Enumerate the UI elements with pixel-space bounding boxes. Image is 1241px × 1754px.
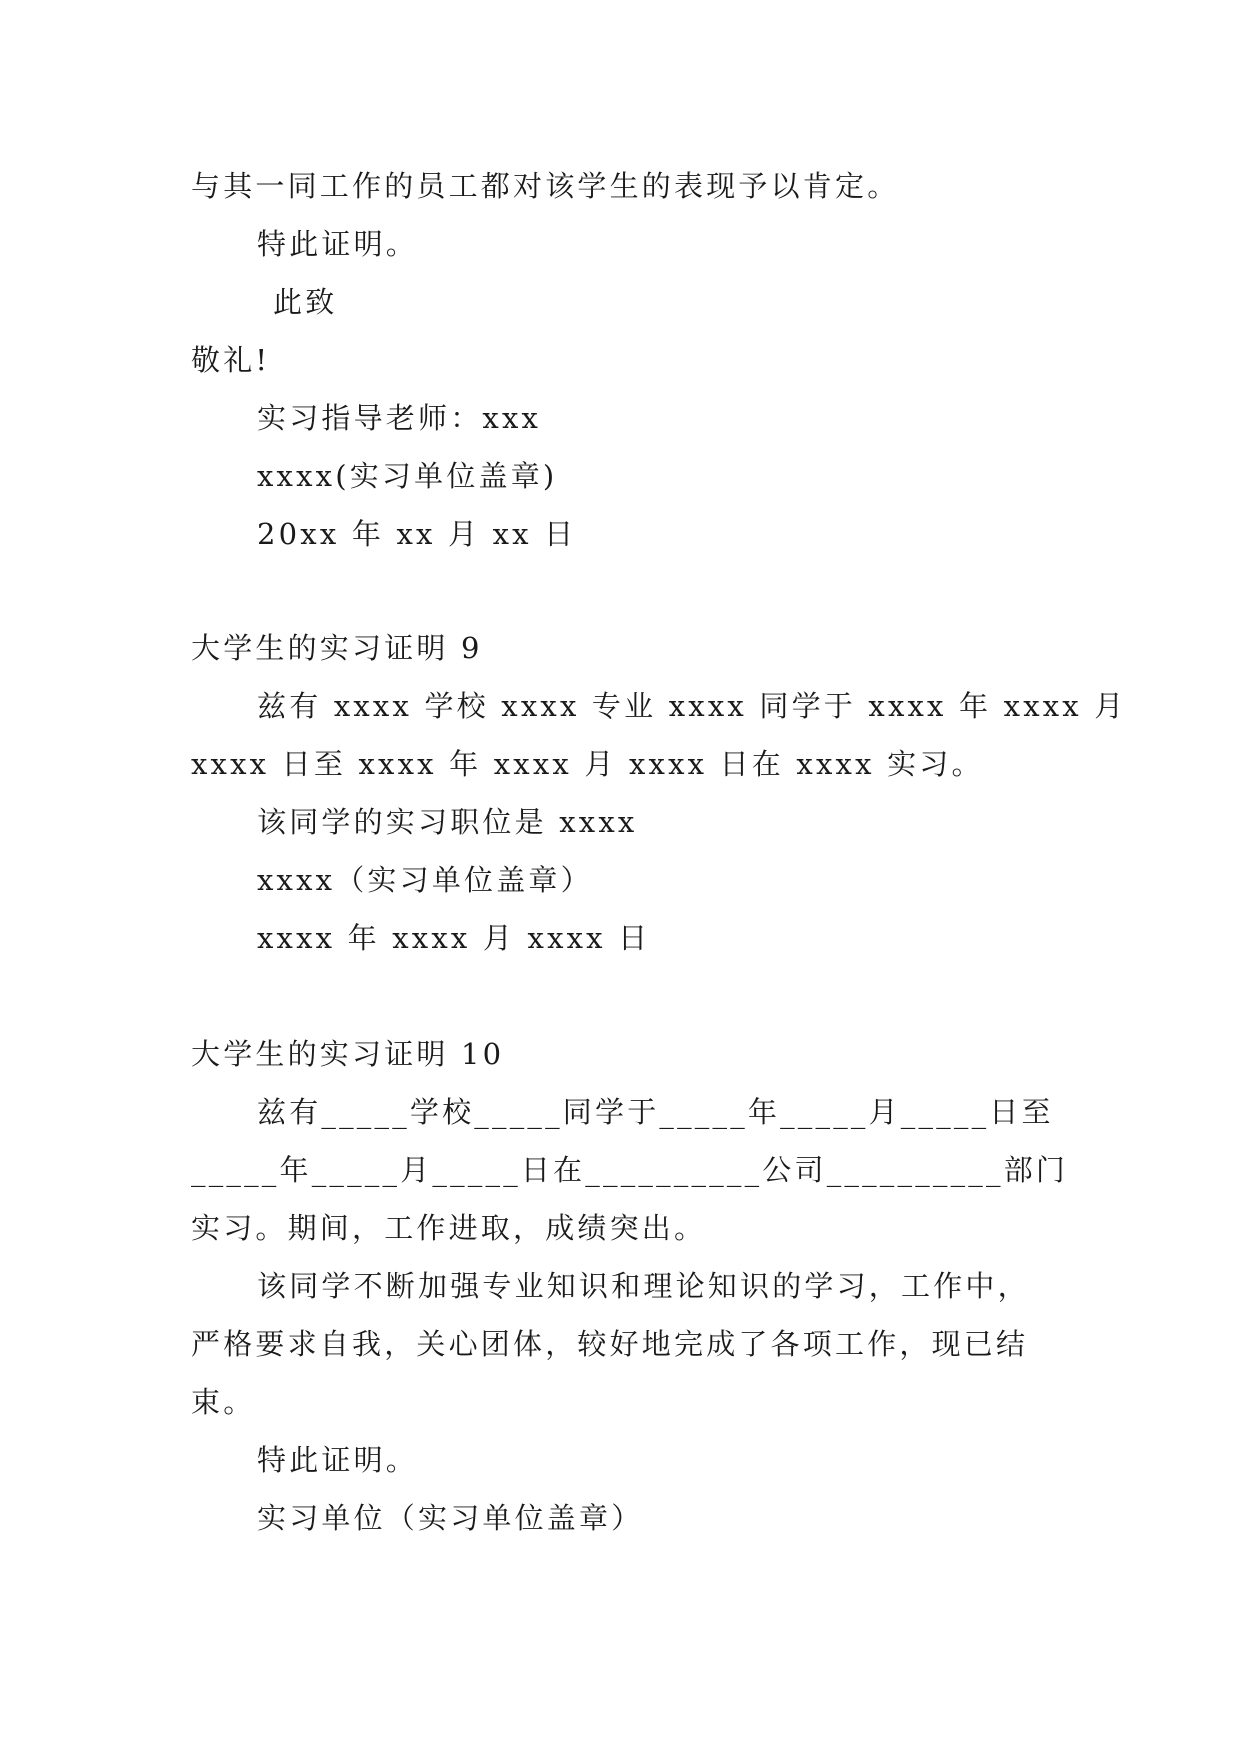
text-line: 敬礼! <box>191 343 271 377</box>
section-title: 大学生的实习证明 10 <box>191 1037 505 1071</box>
text-line: xxxx 年 xxxx 月 xxxx 日 <box>257 921 651 955</box>
text-line: 特此证明。 <box>257 227 419 261</box>
text-line: 此致 <box>273 285 338 319</box>
text-line: _____年_____月_____日在__________公司__________部门 <box>191 1153 1069 1187</box>
text-line: 实习单位（实习单位盖章） <box>257 1501 644 1535</box>
text-line: xxxx 日至 xxxx 年 xxxx 月 xxxx 日在 xxxx 实习。 <box>191 747 984 781</box>
text-line: 与其一同工作的员工都对该学生的表现予以肯定。 <box>191 169 900 203</box>
text-line: 20xx 年 xx 月 xx 日 <box>257 517 577 551</box>
text-line: xxxx（实习单位盖章） <box>257 863 593 897</box>
text-line: 该同学不断加强专业知识和理论知识的学习，工作中， <box>257 1269 1030 1303</box>
text-line: 严格要求自我，关心团体，较好地完成了各项工作，现已结 <box>191 1327 1029 1361</box>
text-line: 特此证明。 <box>257 1443 419 1477</box>
text-line: 该同学的实习职位是 xxxx <box>257 805 638 839</box>
text-line: 实习。期间，工作进取，成绩突出。 <box>191 1211 707 1245</box>
text-line: 实习指导老师：xxx <box>257 401 542 435</box>
text-line: 束。 <box>191 1385 256 1419</box>
section-title: 大学生的实习证明 9 <box>191 631 483 665</box>
text-line: 兹有 xxxx 学校 xxxx 专业 xxxx 同学于 xxxx 年 xxxx 月 <box>257 689 1127 723</box>
text-line: xxxx(实习单位盖章) <box>257 459 558 493</box>
text-line: 兹有_____学校_____同学于_____年_____月_____日至 <box>257 1095 1054 1129</box>
